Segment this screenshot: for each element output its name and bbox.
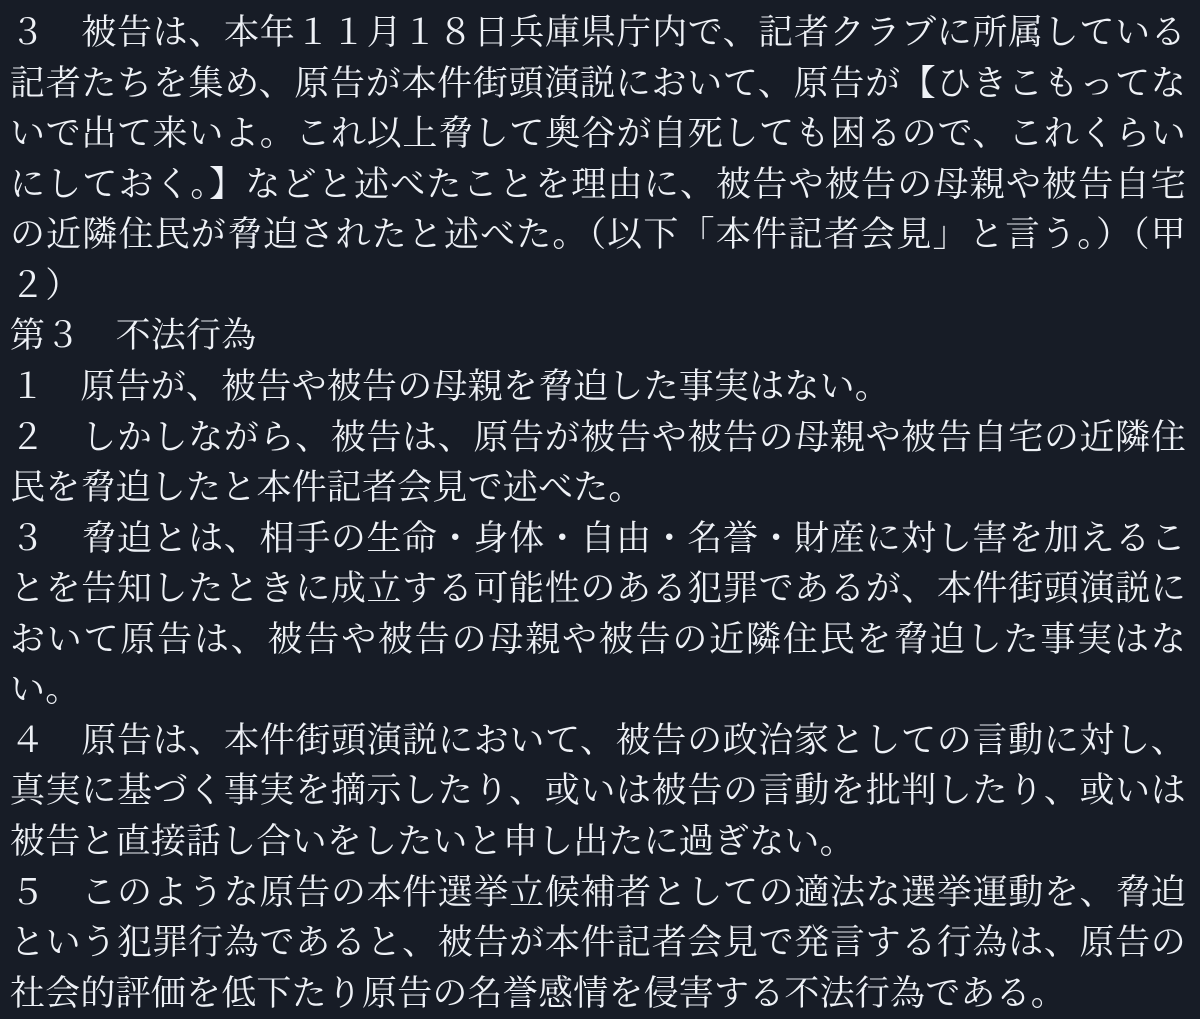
paragraph-heading-dai3: 第３ 不法行為: [10, 316, 257, 357]
paragraph-item1: １ 原告が、被告や被告の母親を脅迫した事実はない。: [10, 366, 891, 407]
paragraph-item2: ２ しかしながら、被告は、原告が被告や被告の母親や被告自宅の近隣住民を脅迫したと本件記者会見で述べた。: [10, 417, 1186, 509]
paragraph-section2-item3: ３ 被告は、本年１１月１８日兵庫県庁内で、記者クラブに所属している記者たちを集め、原告が本件街頭演説において、原告が【ひきこもってないで出て来いよ。これ以上脅して奥谷が自死しても困るので、これくらいにしておく。】などと述べたことを理由に、被告や被告の母親や被告自宅の近隣住民が脅迫されたと述べた。（以下「本件記者会見」と言う。）（甲２）: [10, 13, 1186, 306]
paragraph-item3: ３ 脅迫とは、相手の生命・身体・自由・名誉・財産に対し害を加えることを告知したときに成立する可能性のある犯罪であるが、本件街頭演説において原告は、被告や被告の母親や被告の近隣住民を脅迫した事実はない。: [10, 518, 1186, 711]
paragraph-item5: ５ このような原告の本件選挙立候補者としての適法な選挙運動を、脅迫という犯罪行為であると、被告が本件記者会見で発言する行為は、原告の社会的評価を低下たり原告の名誉感情を侵害する不法行為である。: [10, 872, 1186, 1014]
paragraph-item4: ４ 原告は、本件街頭演説において、被告の政治家としての言動に対し、真実に基づく事実を摘示したり、或いは被告の言動を批判したり、或いは被告と直接話し合いをしたいと申し出たに過ぎない。: [10, 720, 1186, 862]
